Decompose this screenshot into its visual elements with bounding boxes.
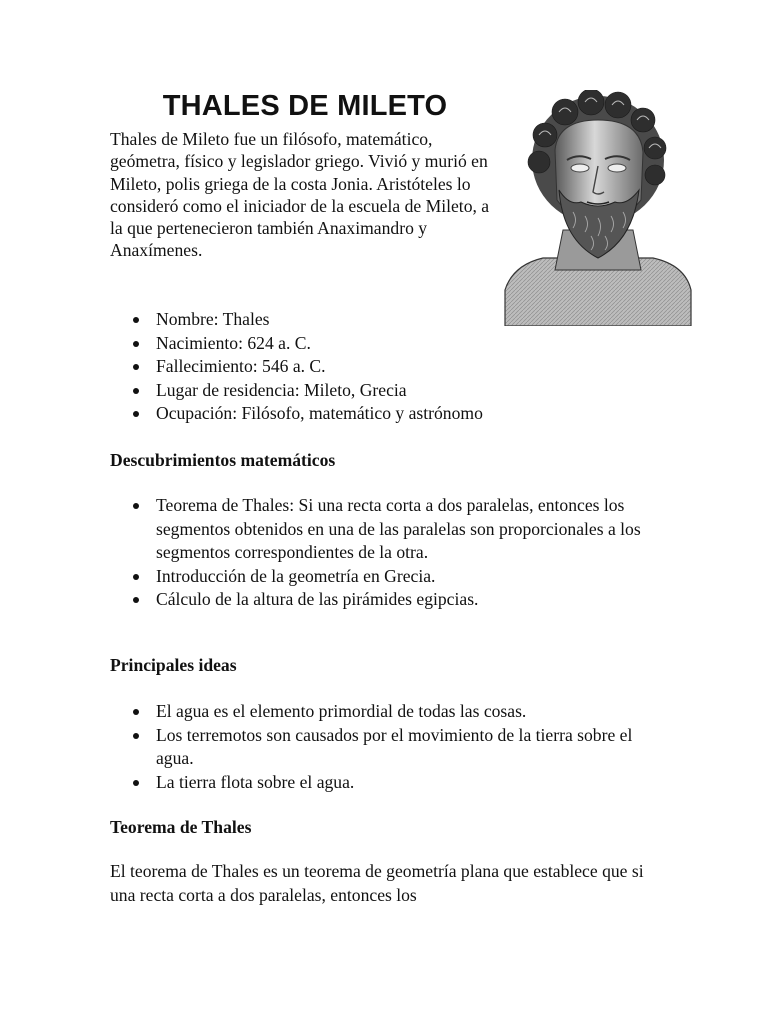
list-item: Cálculo de la altura de las pirámides egipcias. [110, 588, 670, 612]
list-item: Nombre: Thales [110, 308, 670, 332]
theorem-paragraph: El teorema de Thales es un teorema de geometría plana que establece que si una recta corta a dos paralelas, entonces los [110, 861, 644, 905]
discoveries-heading: Descubrimientos matemáticos [110, 450, 336, 470]
intro-paragraph: Thales de Mileto fue un filósofo, matemático, geómetra, físico y legislador griego. Vivió y murió en Mileto, polis griega de la costa Jonia. Aristóteles lo consideró como el iniciador de la escuela de Mileto, a la que pertenecieron también Anaximandro y Anaxímenes. [110, 129, 490, 261]
list-item: Introducción de la geometría en Grecia. [110, 565, 670, 589]
discoveries-list [110, 494, 670, 612]
list-item: Fallecimiento: 546 a. C. [110, 355, 670, 379]
list-item: Los terremotos son causados por el movimiento de la tierra sobre el agua. [110, 724, 670, 771]
list-item: Ocupación: Filósofo, matemático y astrónomo [110, 402, 670, 426]
facts-list [110, 308, 670, 426]
list-item: La tierra flota sobre el agua. [110, 771, 670, 795]
theorem-heading: Teorema de Thales [110, 817, 252, 837]
page-title: THALES DE MILETO [162, 90, 448, 122]
ideas-heading: Principales ideas [110, 655, 237, 675]
list-item: Nacimiento: 624 a. C. [110, 332, 670, 356]
list-item: Teorema de Thales: Si una recta corta a dos paralelas, entonces los segmentos obtenidos en una de las paralelas son proporcionales a los segmentos correspondientes de la otra. [110, 494, 670, 565]
bust-portrait-icon [503, 90, 693, 326]
list-item: El agua es el elemento primordial de todas las cosas. [110, 700, 670, 724]
list-item: Lugar de residencia: Mileto, Grecia [110, 379, 670, 403]
ideas-list [110, 700, 670, 794]
